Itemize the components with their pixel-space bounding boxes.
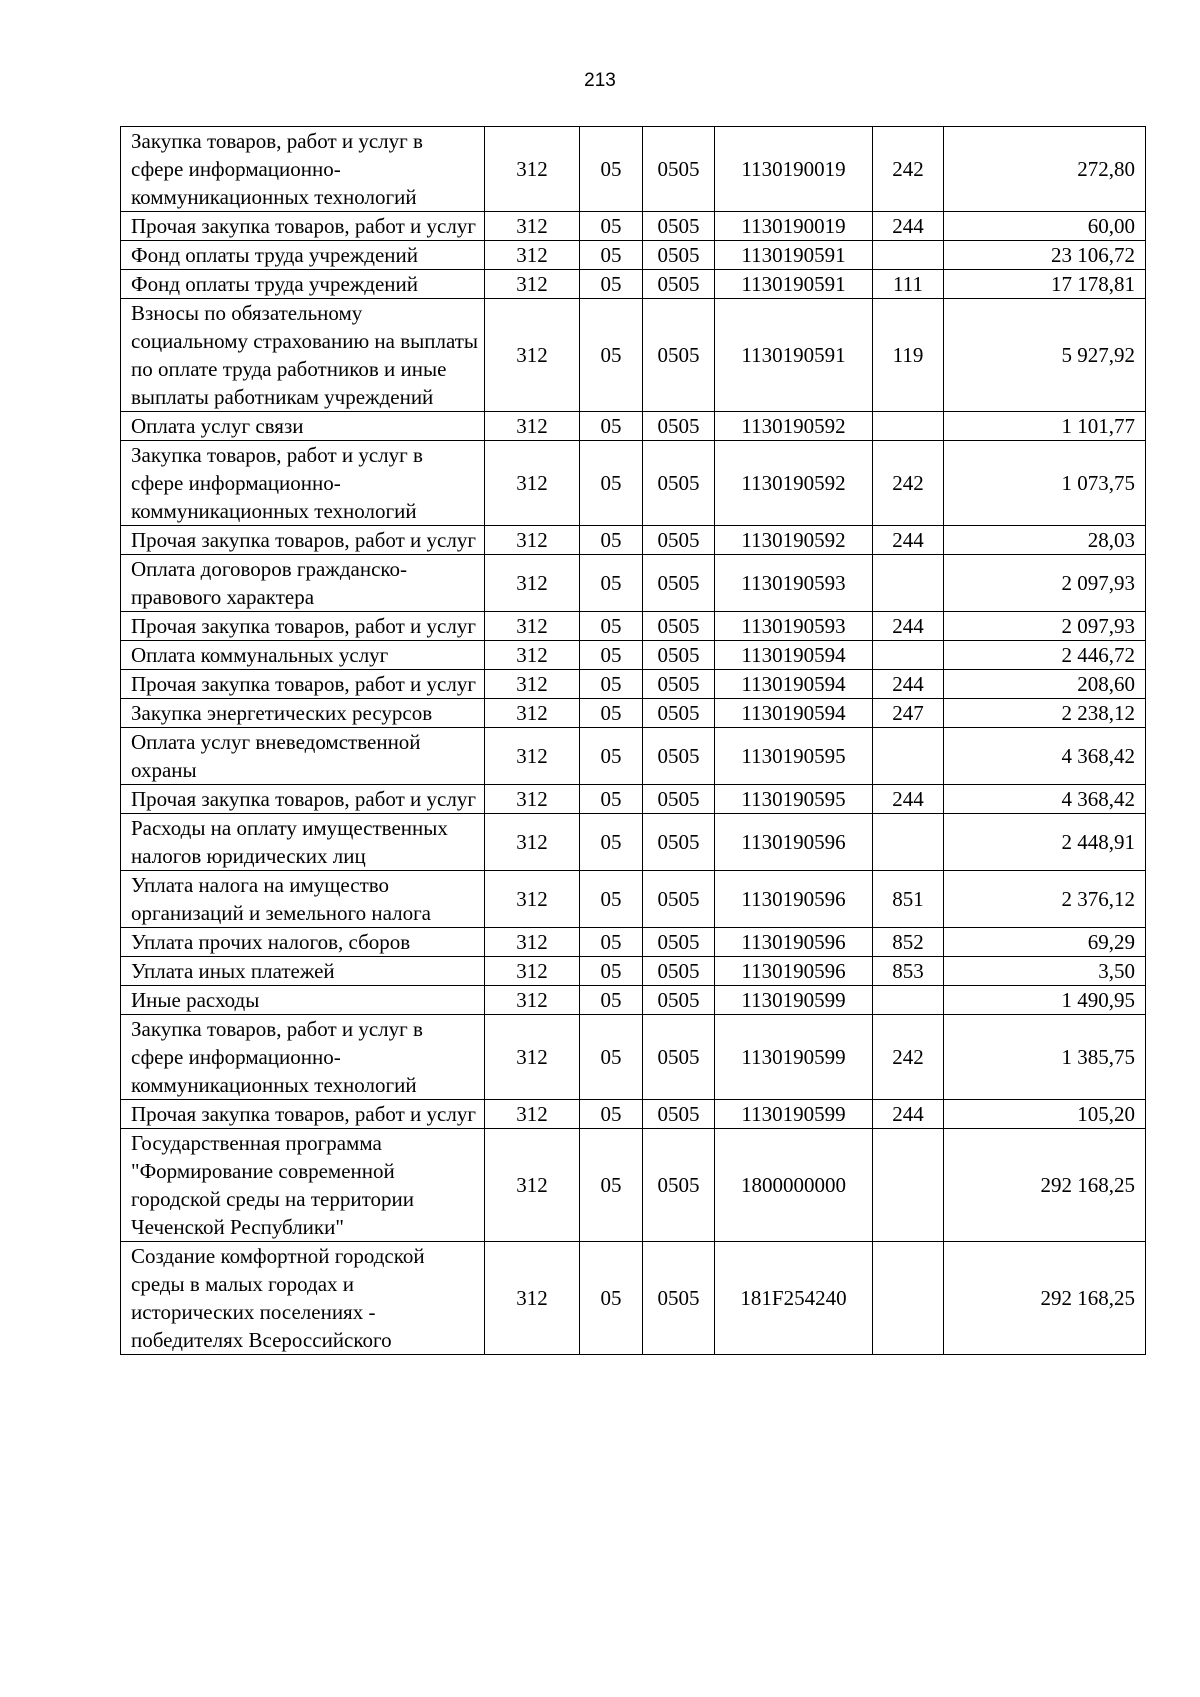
expense-name-cell: Прочая закупка товаров, работ и услуг: [121, 670, 485, 699]
subsection-code-cell: 0505: [643, 127, 715, 212]
subsection-code-cell: 0505: [643, 555, 715, 612]
target-article-cell: 1130190599: [715, 1100, 873, 1129]
table-row: [121, 670, 1146, 699]
expense-name-cell: Закупка товаров, работ и услуг в сфере информационно-коммуникационных технологий: [121, 127, 485, 212]
target-article-cell: 1130190592: [715, 412, 873, 441]
target-article-cell: 1130190594: [715, 641, 873, 670]
table-row: [121, 699, 1146, 728]
subsection-code-cell: 0505: [643, 785, 715, 814]
subsection-code-cell: 0505: [643, 612, 715, 641]
table-row: [121, 1100, 1146, 1129]
target-article-cell: 1130190591: [715, 299, 873, 412]
subsection-code-cell: 0505: [643, 1100, 715, 1129]
target-article-cell: 181F254240: [715, 1242, 873, 1355]
section-code-cell: 05: [580, 441, 643, 526]
amount-cell: 23 106,72: [944, 241, 1146, 270]
table-row: [121, 441, 1146, 526]
section-code-cell: 05: [580, 699, 643, 728]
subsection-code-cell: 0505: [643, 699, 715, 728]
section-code-cell: 05: [580, 871, 643, 928]
expense-name-cell: Прочая закупка товаров, работ и услуг: [121, 785, 485, 814]
ministry-code-cell: 312: [485, 127, 580, 212]
amount-cell: 4 368,42: [944, 785, 1146, 814]
section-code-cell: 05: [580, 299, 643, 412]
amount-cell: 69,29: [944, 928, 1146, 957]
expense-kind-cell: [873, 412, 944, 441]
table-row: [121, 127, 1146, 212]
subsection-code-cell: 0505: [643, 957, 715, 986]
section-code-cell: 05: [580, 241, 643, 270]
expense-kind-cell: 242: [873, 127, 944, 212]
expense-kind-cell: 119: [873, 299, 944, 412]
table-row: [121, 814, 1146, 871]
subsection-code-cell: 0505: [643, 670, 715, 699]
expense-kind-cell: [873, 641, 944, 670]
table-body: [121, 127, 1146, 1355]
table-row: [121, 555, 1146, 612]
section-code-cell: 05: [580, 814, 643, 871]
page-number: 213: [584, 70, 616, 91]
expense-kind-cell: [873, 986, 944, 1015]
amount-cell: 5 927,92: [944, 299, 1146, 412]
target-article-cell: 1130190599: [715, 986, 873, 1015]
ministry-code-cell: 312: [485, 957, 580, 986]
amount-cell: 1 101,77: [944, 412, 1146, 441]
expense-name-cell: Уплата иных платежей: [121, 957, 485, 986]
expense-kind-cell: [873, 241, 944, 270]
expense-kind-cell: 244: [873, 670, 944, 699]
table-row: [121, 1015, 1146, 1100]
ministry-code-cell: 312: [485, 670, 580, 699]
amount-cell: 28,03: [944, 526, 1146, 555]
amount-cell: 17 178,81: [944, 270, 1146, 299]
target-article-cell: 1130190596: [715, 928, 873, 957]
amount-cell: 2 446,72: [944, 641, 1146, 670]
subsection-code-cell: 0505: [643, 299, 715, 412]
amount-cell: 292 168,25: [944, 1242, 1146, 1355]
subsection-code-cell: 0505: [643, 871, 715, 928]
amount-cell: 292 168,25: [944, 1129, 1146, 1242]
subsection-code-cell: 0505: [643, 728, 715, 785]
target-article-cell: 1130190593: [715, 612, 873, 641]
table-row: [121, 526, 1146, 555]
target-article-cell: 1130190596: [715, 871, 873, 928]
ministry-code-cell: 312: [485, 728, 580, 785]
expense-kind-cell: [873, 814, 944, 871]
expense-name-cell: Фонд оплаты труда учреждений: [121, 270, 485, 299]
amount-cell: 2 097,93: [944, 612, 1146, 641]
ministry-code-cell: 312: [485, 612, 580, 641]
section-code-cell: 05: [580, 728, 643, 785]
ministry-code-cell: 312: [485, 1015, 580, 1100]
section-code-cell: 05: [580, 986, 643, 1015]
section-code-cell: 05: [580, 1242, 643, 1355]
expense-kind-cell: 244: [873, 785, 944, 814]
target-article-cell: 1130190596: [715, 957, 873, 986]
table-row: [121, 241, 1146, 270]
expense-name-cell: Создание комфортной городской среды в малых городах и исторических поселениях - победителях Всероссийского: [121, 1242, 485, 1355]
ministry-code-cell: 312: [485, 641, 580, 670]
expense-kind-cell: 244: [873, 612, 944, 641]
budget-table: [120, 126, 1146, 1355]
target-article-cell: 1800000000: [715, 1129, 873, 1242]
expense-name-cell: Уплата налога на имущество организаций и земельного налога: [121, 871, 485, 928]
section-code-cell: 05: [580, 127, 643, 212]
amount-cell: 2 448,91: [944, 814, 1146, 871]
expense-kind-cell: 247: [873, 699, 944, 728]
target-article-cell: 1130190592: [715, 441, 873, 526]
expense-name-cell: Прочая закупка товаров, работ и услуг: [121, 212, 485, 241]
amount-cell: 1 385,75: [944, 1015, 1146, 1100]
section-code-cell: 05: [580, 1015, 643, 1100]
subsection-code-cell: 0505: [643, 241, 715, 270]
subsection-code-cell: 0505: [643, 1015, 715, 1100]
table-row: [121, 1242, 1146, 1355]
subsection-code-cell: 0505: [643, 928, 715, 957]
ministry-code-cell: 312: [485, 412, 580, 441]
expense-kind-cell: 852: [873, 928, 944, 957]
target-article-cell: 1130190591: [715, 270, 873, 299]
expense-name-cell: Оплата коммунальных услуг: [121, 641, 485, 670]
expense-name-cell: Прочая закупка товаров, работ и услуг: [121, 1100, 485, 1129]
target-article-cell: 1130190019: [715, 212, 873, 241]
subsection-code-cell: 0505: [643, 441, 715, 526]
expense-kind-cell: 242: [873, 1015, 944, 1100]
subsection-code-cell: 0505: [643, 986, 715, 1015]
ministry-code-cell: 312: [485, 928, 580, 957]
subsection-code-cell: 0505: [643, 814, 715, 871]
ministry-code-cell: 312: [485, 212, 580, 241]
amount-cell: 2 238,12: [944, 699, 1146, 728]
target-article-cell: 1130190593: [715, 555, 873, 612]
table-row: [121, 299, 1146, 412]
expense-kind-cell: 851: [873, 871, 944, 928]
subsection-code-cell: 0505: [643, 1242, 715, 1355]
amount-cell: 60,00: [944, 212, 1146, 241]
section-code-cell: 05: [580, 785, 643, 814]
ministry-code-cell: 312: [485, 1129, 580, 1242]
amount-cell: 2 376,12: [944, 871, 1146, 928]
expense-name-cell: Взносы по обязательному социальному страхованию на выплаты по оплате труда работников и иные выплаты работникам учреждений: [121, 299, 485, 412]
target-article-cell: 1130190599: [715, 1015, 873, 1100]
target-article-cell: 1130190595: [715, 785, 873, 814]
ministry-code-cell: 312: [485, 270, 580, 299]
expense-name-cell: Иные расходы: [121, 986, 485, 1015]
table-row: [121, 986, 1146, 1015]
amount-cell: 1 490,95: [944, 986, 1146, 1015]
expense-name-cell: Прочая закупка товаров, работ и услуг: [121, 526, 485, 555]
expense-kind-cell: 244: [873, 212, 944, 241]
ministry-code-cell: 312: [485, 526, 580, 555]
section-code-cell: 05: [580, 1100, 643, 1129]
ministry-code-cell: 312: [485, 1242, 580, 1355]
ministry-code-cell: 312: [485, 241, 580, 270]
target-article-cell: 1130190019: [715, 127, 873, 212]
expense-name-cell: Закупка энергетических ресурсов: [121, 699, 485, 728]
subsection-code-cell: 0505: [643, 270, 715, 299]
target-article-cell: 1130190592: [715, 526, 873, 555]
target-article-cell: 1130190594: [715, 670, 873, 699]
target-article-cell: 1130190591: [715, 241, 873, 270]
section-code-cell: 05: [580, 670, 643, 699]
expense-kind-cell: [873, 555, 944, 612]
expense-kind-cell: 242: [873, 441, 944, 526]
section-code-cell: 05: [580, 1129, 643, 1242]
expense-name-cell: Закупка товаров, работ и услуг в сфере информационно-коммуникационных технологий: [121, 441, 485, 526]
table-row: [121, 212, 1146, 241]
expense-name-cell: Расходы на оплату имущественных налогов юридических лиц: [121, 814, 485, 871]
section-code-cell: 05: [580, 641, 643, 670]
table-row: [121, 641, 1146, 670]
ministry-code-cell: 312: [485, 986, 580, 1015]
expense-kind-cell: 244: [873, 526, 944, 555]
ministry-code-cell: 312: [485, 871, 580, 928]
expense-name-cell: Оплата договоров гражданско-правового характера: [121, 555, 485, 612]
table-row: [121, 612, 1146, 641]
section-code-cell: 05: [580, 555, 643, 612]
expense-name-cell: Прочая закупка товаров, работ и услуг: [121, 612, 485, 641]
ministry-code-cell: 312: [485, 299, 580, 412]
ministry-code-cell: 312: [485, 785, 580, 814]
table-row: [121, 957, 1146, 986]
table-row: [121, 928, 1146, 957]
subsection-code-cell: 0505: [643, 412, 715, 441]
amount-cell: 3,50: [944, 957, 1146, 986]
ministry-code-cell: 312: [485, 1100, 580, 1129]
table-row: [121, 1129, 1146, 1242]
amount-cell: 2 097,93: [944, 555, 1146, 612]
expense-name-cell: Закупка товаров, работ и услуг в сфере информационно-коммуникационных технологий: [121, 1015, 485, 1100]
table-row: [121, 785, 1146, 814]
target-article-cell: 1130190594: [715, 699, 873, 728]
table-row: [121, 871, 1146, 928]
section-code-cell: 05: [580, 270, 643, 299]
expense-kind-cell: 853: [873, 957, 944, 986]
target-article-cell: 1130190596: [715, 814, 873, 871]
expense-kind-cell: [873, 1129, 944, 1242]
expense-name-cell: Оплата услуг вневедомственной охраны: [121, 728, 485, 785]
amount-cell: 105,20: [944, 1100, 1146, 1129]
expense-kind-cell: [873, 1242, 944, 1355]
ministry-code-cell: 312: [485, 555, 580, 612]
table-row: [121, 412, 1146, 441]
amount-cell: 208,60: [944, 670, 1146, 699]
ministry-code-cell: 312: [485, 441, 580, 526]
section-code-cell: 05: [580, 526, 643, 555]
amount-cell: 272,80: [944, 127, 1146, 212]
section-code-cell: 05: [580, 612, 643, 641]
expense-kind-cell: 111: [873, 270, 944, 299]
subsection-code-cell: 0505: [643, 641, 715, 670]
subsection-code-cell: 0505: [643, 1129, 715, 1242]
table-row: [121, 270, 1146, 299]
expense-name-cell: Уплата прочих налогов, сборов: [121, 928, 485, 957]
amount-cell: 1 073,75: [944, 441, 1146, 526]
ministry-code-cell: 312: [485, 699, 580, 728]
subsection-code-cell: 0505: [643, 526, 715, 555]
expense-kind-cell: 244: [873, 1100, 944, 1129]
expense-name-cell: Оплата услуг связи: [121, 412, 485, 441]
section-code-cell: 05: [580, 928, 643, 957]
expense-name-cell: Фонд оплаты труда учреждений: [121, 241, 485, 270]
section-code-cell: 05: [580, 212, 643, 241]
amount-cell: 4 368,42: [944, 728, 1146, 785]
section-code-cell: 05: [580, 412, 643, 441]
target-article-cell: 1130190595: [715, 728, 873, 785]
table-row: [121, 728, 1146, 785]
section-code-cell: 05: [580, 957, 643, 986]
subsection-code-cell: 0505: [643, 212, 715, 241]
expense-kind-cell: [873, 728, 944, 785]
expense-name-cell: Государственная программа "Формирование современной городской среды на территории Чеченской Республики": [121, 1129, 485, 1242]
ministry-code-cell: 312: [485, 814, 580, 871]
